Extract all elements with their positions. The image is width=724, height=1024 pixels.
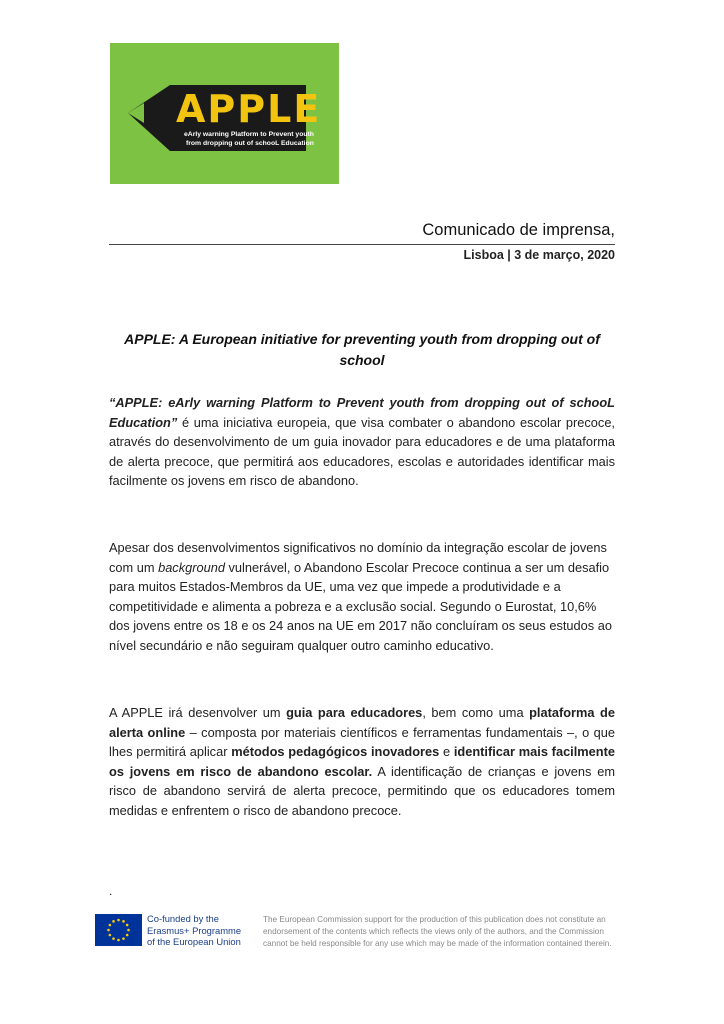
obj-text-1: A APPLE irá desenvolver um [109, 705, 287, 720]
paragraph-context [109, 538, 615, 656]
apple-logo [110, 43, 339, 184]
eu-star [109, 934, 112, 937]
eu-star [112, 920, 115, 923]
header-divider [109, 244, 615, 245]
obj-bold-1: guia para educadores [286, 705, 423, 720]
eu-star [127, 929, 130, 932]
cofunded-line3: of the European Union [147, 936, 241, 948]
cofunded-line1: Co-funded by the [147, 913, 219, 924]
eu-star [122, 920, 125, 923]
pencil-logo-graphic [110, 43, 339, 184]
stray-dot: . [109, 884, 113, 898]
intro-lead: “APPLE: eArly warning Platform to Prevent youth from dropping out of schooL Education” [109, 395, 615, 430]
obj-text-4: e [439, 744, 454, 760]
cofunded-line2: Erasmus+ Programme [147, 924, 242, 936]
eu-star [117, 939, 120, 942]
headline: APPLE: A European initiative for preventing youth from dropping out of school [124, 331, 600, 368]
press-release-title: Comunicado de imprensa, [422, 221, 615, 239]
context-italic: background [158, 559, 225, 575]
obj-text-2: , bem como uma [422, 705, 530, 720]
logo-tagline-line2: from dropping out of schooL Education [186, 140, 314, 147]
intro-rest: é uma iniciativa europeia, que visa combater o abandono escolar precoce, através do desenvolvimento de um guia inovador para educadores e de uma plataforma de alerta precoce, que permitirá aos educadores, escolas e autoridades identificar mais facilmente os jovens em risco de abandono. [109, 414, 615, 489]
eu-star [109, 924, 112, 927]
eu-star [126, 924, 129, 927]
eu-star [126, 934, 129, 937]
obj-text-3: – composta por materiais científicos e ferramentas fundamentais –, o que lhes permitirá aplicar [109, 724, 615, 760]
logo-wordmark: APPLE [176, 87, 322, 131]
dateline: Lisboa | 3 de março, 2020 [463, 248, 615, 262]
cofunded-label [147, 913, 241, 948]
eu-disclaimer: The European Commission support for the production of this publication does not constitute an endorsement of the contents which reflects the views only of the authors, and the Commission cannot be held responsible for any use which may be made of the information contained therein. [263, 915, 612, 948]
obj-text-5: A identificação de crianças e jovens em risco de abandono servirá de alerta precoce, permitindo que os educadores tomem medidas e enfrentem o risco de abandono precoce. [109, 763, 615, 818]
eu-star [107, 929, 110, 932]
logo-tagline-line1: eArly warning Platform to Prevent youth [184, 131, 314, 138]
eu-star [117, 919, 120, 922]
paragraph-intro [109, 393, 615, 491]
eu-flag-icon [95, 914, 142, 946]
eu-star [122, 937, 125, 940]
context-part1: Apesar dos desenvolvimentos significativos no domínio da integração escolar de jovens com um [109, 540, 607, 575]
obj-bold-2: plataforma de alerta online [109, 705, 615, 740]
context-part2: vulnerável, o Abandono Escolar Precoce continua a ser um desafio para muitos Estados-Membros da UE, uma vez que impede a produtividade e a competitividade e alimenta a pobreza e a exclusão social. Segundo o Eurostat, 10,6% dos jovens entre os 18 e os 24 anos na UE em 2017 não concluíram os seus estudos ao nível secundário e não seguiram qualquer outro caminho educativo. [109, 559, 612, 653]
paragraph-objectives [109, 703, 615, 821]
eu-star [112, 937, 115, 940]
obj-bold-3: métodos pedagógicos inovadores [231, 744, 440, 760]
obj-bold-4: identificar mais facilmente os jovens em risco de abandono escolar. [109, 744, 615, 779]
